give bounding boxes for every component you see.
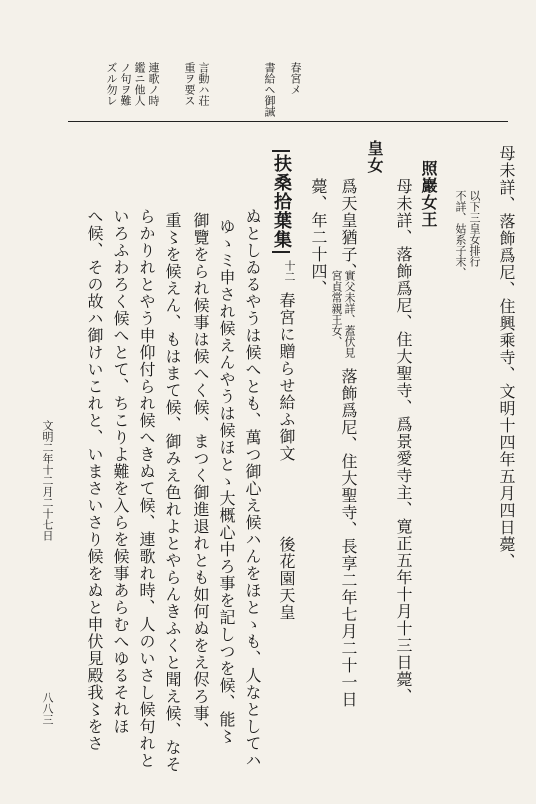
item-title: 春宮に贈らせ給ふ御文 [277, 292, 296, 462]
page-number: 八八三 [41, 692, 54, 725]
annotation: 實父未詳、蓋伏見 [343, 270, 356, 358]
entry-name: 皇女 [365, 140, 384, 174]
text-column: いろふわろく候へとて、ちこりよ難を入らを候事あらむへゆるそれほ [111, 208, 130, 735]
header-note: 重ヲ要ス [183, 62, 196, 106]
text-column: らかりれとやう申仰付られ候へきぬて候、連歌れ時、人のいさし候句れと [137, 208, 156, 769]
text-column: 落飾爲尼、住大聖寺、長享二年七月二十一日 [339, 368, 358, 708]
header-rule [68, 121, 508, 122]
header-note: 言動ハ荘 [197, 62, 210, 106]
text-column: ゆゝミ申され候えんやうは候ほとゝ大概心中ろ事を記しつを候、能〻 [217, 218, 236, 745]
annotation: 以下三皇女排行 [468, 190, 481, 267]
header-note: 書給ヘ御誡 [263, 62, 276, 117]
book-title: 扶桑拾葉集 [272, 150, 290, 253]
text-column: 御覽をられ候事は候へく候、まつく御進退れとも如何ぬをえ侭ろ事、 [191, 212, 210, 739]
header-note: 春宮メ [289, 62, 302, 95]
entry-name: 照巖女王 [419, 160, 438, 228]
header-note: 連歌ノ時 [147, 62, 160, 106]
text-column: 爲天皇猶子、 [339, 178, 358, 280]
text-column: 重〻を候えん、もはまて候、御みえ色れよとやらんきふくと聞え候、なそ [163, 212, 182, 773]
author: 後花園天皇 [277, 536, 296, 621]
text-column: へ候、その故ハ御けいこれと、いまさいさり候をぬと申伏見殿我〻をさ [85, 208, 104, 752]
header-note: ノ句ヲ難 [119, 62, 132, 106]
date-line: 文明二年十二月二十七日 [41, 420, 54, 541]
item-number: 十二 [283, 260, 296, 282]
header-note: 鑑ニ他人 [133, 62, 146, 106]
text-column: 薨、年二十四、 [309, 178, 328, 297]
annotation: 不詳、姑系子末、 [454, 190, 467, 278]
text-column: 母未詳、落飾爲尼、住大聖寺、爲景愛寺主、寛正五年十月十三日薨、 [394, 178, 413, 705]
annotation: 宮貞常親王女、 [330, 270, 343, 347]
text-column: ぬとしゐるやうは候へとも、萬つ御心え候ハんをほとゝも、人なとしてハ [243, 208, 262, 769]
text-column: 母未詳、落飾爲尼、住興乘寺、文明十四年五月四日薨、 [497, 145, 516, 570]
header-note: ズル勿レ [105, 62, 118, 106]
